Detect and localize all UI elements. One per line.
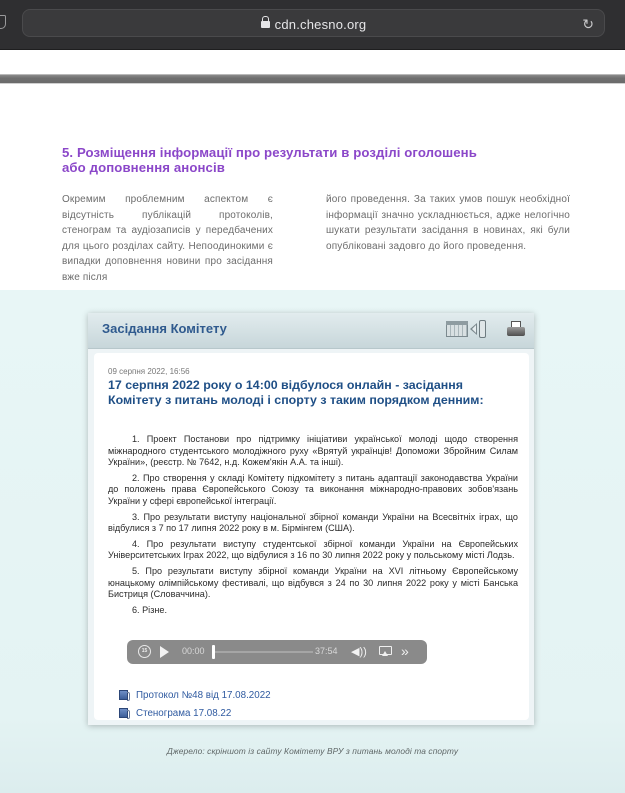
agenda-item: 3. Про результати виступу національної збірної команди України на Всесвітніх іграх, що відбулися з 7 по 17 липня 2022 року в м. Бірмінгем (США). bbox=[108, 511, 518, 534]
agenda-item: 4. Про результати виступу студентської збірної команди України на Європейських Університетських Іграх 2022, що відбулися з 16 по 30 липня 2022 року у польському місті Лодзь. bbox=[108, 538, 518, 561]
agenda-item: 6. Різне. bbox=[132, 604, 167, 615]
section-divider-bar bbox=[0, 74, 625, 84]
figure-caption: Джерело: скріншот із сайту Комітету ВРУ з питань молоді та спорту bbox=[166, 746, 459, 756]
document-links bbox=[119, 686, 271, 722]
audio-player bbox=[127, 640, 427, 664]
calendar-icon[interactable] bbox=[446, 321, 468, 337]
mobile-version-icon[interactable] bbox=[479, 320, 486, 338]
lock-icon bbox=[261, 20, 270, 30]
progress-track[interactable] bbox=[215, 651, 313, 653]
current-time: 00:00 bbox=[182, 646, 205, 656]
url-text: cdn.chesno.org bbox=[274, 16, 367, 32]
document-link-label[interactable]: Протокол №48 від 17.08.2022 bbox=[136, 689, 271, 701]
post-card bbox=[94, 353, 529, 720]
document-link-protocol[interactable] bbox=[119, 686, 271, 704]
post-date: 09 серпня 2022, 16:56 bbox=[108, 367, 190, 376]
widget-title: Засідання Комітету bbox=[102, 321, 227, 336]
browser-toolbar bbox=[0, 0, 625, 50]
word-document-icon bbox=[119, 708, 128, 718]
agenda-item: 5. Про результати виступу збірної команди України на XVI літньому Європейському юнацькому олімпійському фестивалі, що відбувся з 24 по 30 липня 2022 року у місті Банська Бистриця (Словаччина). bbox=[108, 565, 518, 600]
page-top bbox=[0, 50, 625, 74]
agenda-list bbox=[108, 434, 518, 620]
agenda-item: 2. Про створення у складі Комітету підкомітету з питань адаптації законодавства України до положень права Європейського Союзу та виконання міжнародно-правових зобов'язань України у сфері європейської інтеграції. bbox=[108, 472, 518, 506]
article-text-right: його проведення. За таких умов пошук необхідної інформації значно ускладнюється, адже нелогічно шукати результати засідання в новинах, які були опубліковані задовго до його проведення. bbox=[326, 194, 570, 252]
airplay-icon[interactable] bbox=[379, 646, 392, 655]
shield-icon[interactable] bbox=[0, 15, 6, 29]
arrow-left-icon bbox=[470, 323, 477, 335]
reload-icon[interactable]: ↻ bbox=[582, 16, 594, 32]
word-document-icon bbox=[119, 690, 128, 700]
section-title: 5. Розміщення інформації про результати в розділі оголошень або доповнення анонсів bbox=[62, 145, 477, 175]
more-options-icon[interactable]: » bbox=[401, 643, 406, 659]
address-bar[interactable] bbox=[22, 9, 605, 37]
play-icon[interactable] bbox=[160, 646, 169, 658]
document-link-label[interactable]: Стенограма 17.08.22 bbox=[136, 707, 232, 719]
skip-back-15-icon[interactable]: 15 bbox=[138, 645, 151, 658]
post-title: 17 серпня 2022 року о 14:00 відбулося онлайн - засідання Комітету з питань молоді і спорту з таким порядком денним: bbox=[108, 378, 484, 407]
duration: 37:54 bbox=[315, 646, 338, 656]
widget-header bbox=[88, 313, 534, 349]
print-icon[interactable] bbox=[507, 321, 525, 337]
article-text-left: Окремим проблемним аспектом є відсутність публікацій протоколів, стенограм та аудіозаписів у передбачених для цього розділах сайту. Непоодинокими є випадки доповнення новини про засідання вже після bbox=[62, 194, 273, 283]
volume-icon[interactable]: ◀)) bbox=[351, 646, 367, 658]
agenda-item: 1. Проект Постанови про підтримку ініціативи української молоді щодо створення міжнародного студентського молодіжного руху «Врятуй українців! Допоможи Збройним Силам України», (реєстр. № 7642, н.д. Кожем'якін А.А. та інші). bbox=[108, 434, 518, 468]
committee-widget bbox=[88, 313, 534, 725]
document-link-transcript[interactable] bbox=[119, 704, 271, 722]
